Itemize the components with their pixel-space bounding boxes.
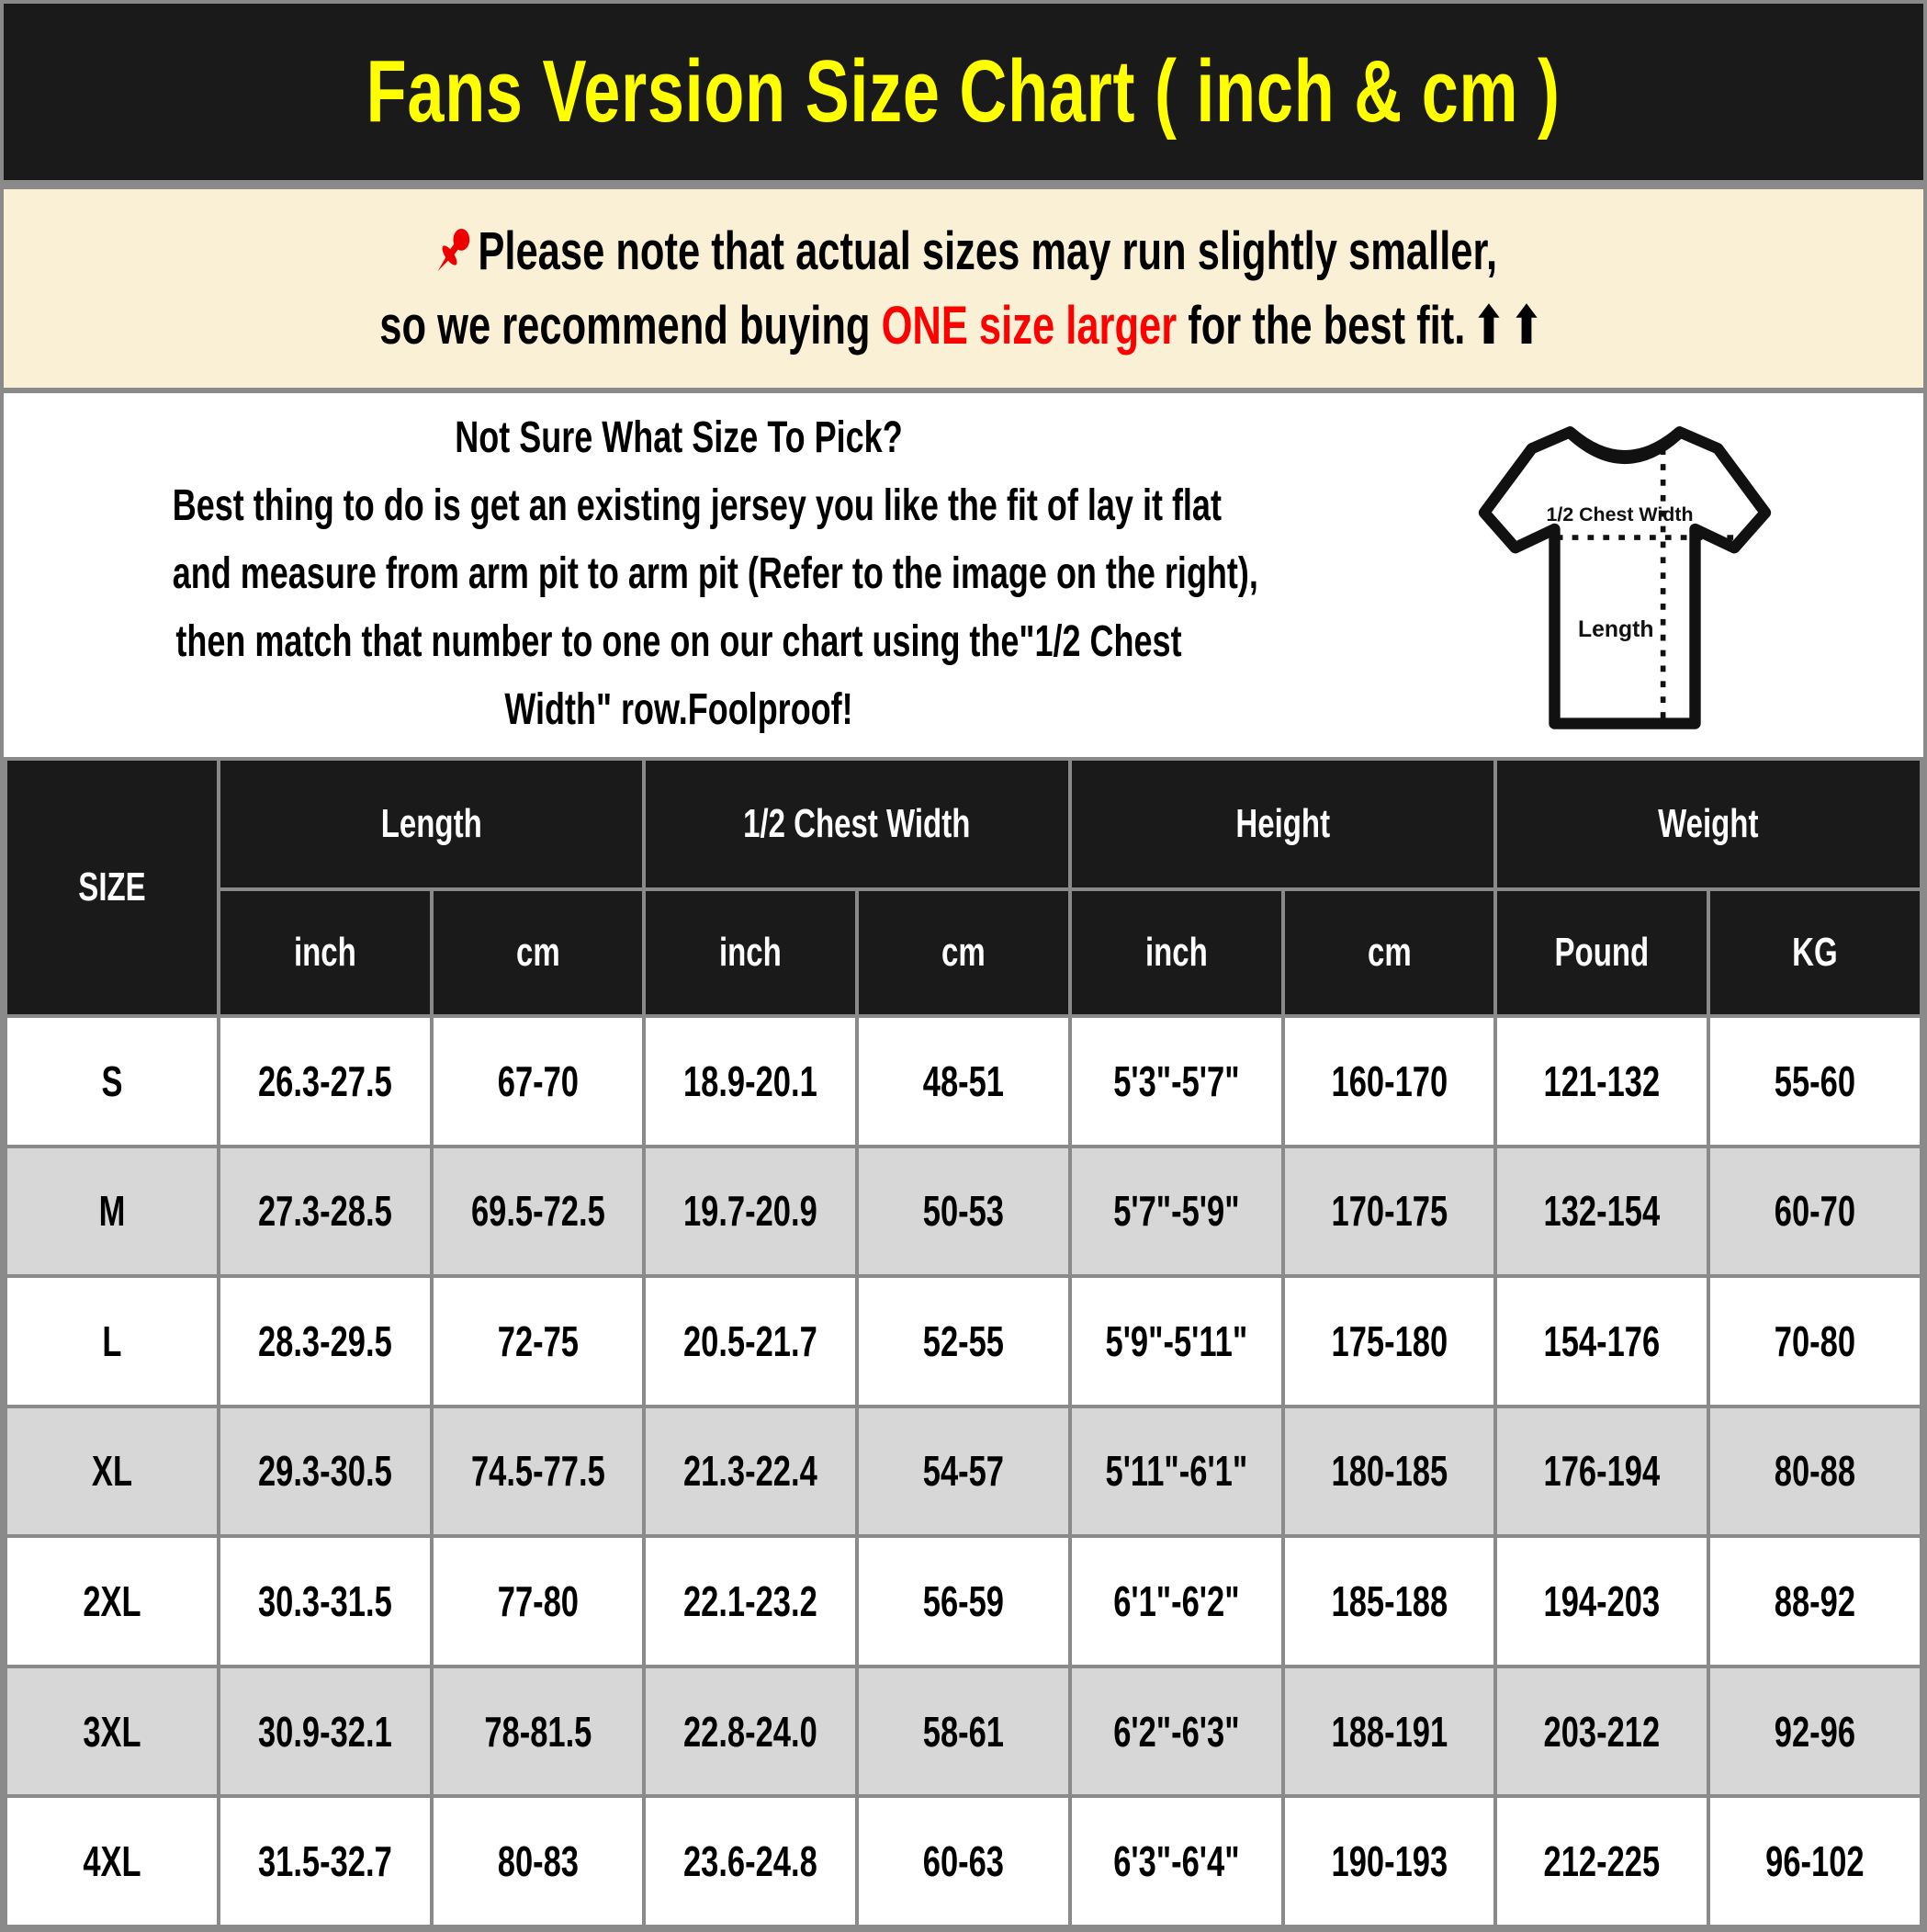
- page-title: Fans Version Size Chart ( inch & cm ): [366, 42, 1561, 141]
- group-header-chest-width: 1/2 Chest Width: [644, 759, 1070, 889]
- divider: [4, 180, 1923, 189]
- unit-header: inch: [1070, 889, 1283, 1016]
- value-cell: 175-180: [1283, 1276, 1496, 1407]
- group-header-length: Length: [219, 759, 645, 889]
- value-cell: 6'1"-6'2": [1070, 1536, 1283, 1666]
- guide-line: and measure from arm pit to arm pit (Refer to the image on the right),: [172, 549, 1258, 598]
- group-header-weight: Weight: [1495, 759, 1921, 889]
- table-row-m: [6, 1147, 1921, 1277]
- value-cell: 23.6-24.8: [644, 1796, 857, 1926]
- value-cell: 96-102: [1708, 1796, 1921, 1926]
- size-cell: S: [6, 1016, 219, 1147]
- value-cell: 203-212: [1495, 1666, 1708, 1797]
- guide-line: Best thing to do is get an existing jersey you like the fit of lay it flat: [172, 481, 1222, 530]
- unit-header: Pound: [1495, 889, 1708, 1016]
- value-cell: 22.8-24.0: [644, 1666, 857, 1797]
- value-cell: 21.3-22.4: [644, 1407, 857, 1537]
- value-cell: 60-70: [1708, 1147, 1921, 1277]
- value-cell: 30.3-31.5: [219, 1536, 432, 1666]
- value-cell: 72-75: [432, 1276, 645, 1407]
- size-cell: 4XL: [6, 1796, 219, 1926]
- value-cell: 6'3"-6'4": [1070, 1796, 1283, 1926]
- size-table: [4, 757, 1923, 1928]
- note-line-2: [243, 297, 1684, 356]
- size-guide-text: [172, 404, 1258, 744]
- value-cell: 29.3-30.5: [219, 1407, 432, 1537]
- value-cell: 31.5-32.7: [219, 1796, 432, 1926]
- value-cell: 19.7-20.9: [644, 1147, 857, 1277]
- one-size-larger-highlight: ONE size larger: [881, 296, 1178, 356]
- value-cell: 18.9-20.1: [644, 1016, 857, 1147]
- value-cell: 74.5-77.5: [432, 1407, 645, 1537]
- value-cell: 52-55: [857, 1276, 1070, 1407]
- size-cell: L: [6, 1276, 219, 1407]
- table-group-header-row: [6, 759, 1921, 889]
- value-cell: 185-188: [1283, 1536, 1496, 1666]
- size-guide-section: [4, 393, 1923, 757]
- unit-header: cm: [432, 889, 645, 1016]
- tshirt-measure-diagram: [1469, 413, 1781, 744]
- unit-header: inch: [219, 889, 432, 1016]
- value-cell: 30.9-32.1: [219, 1666, 432, 1797]
- value-cell: 50-53: [857, 1147, 1070, 1277]
- value-cell: 6'2"-6'3": [1070, 1666, 1283, 1797]
- unit-header: KG: [1708, 889, 1921, 1016]
- size-cell: 2XL: [6, 1536, 219, 1666]
- value-cell: 176-194: [1495, 1407, 1708, 1537]
- value-cell: 70-80: [1708, 1276, 1921, 1407]
- table-row-3xl: [6, 1666, 1921, 1797]
- value-cell: 180-185: [1283, 1407, 1496, 1537]
- tshirt-icon: [1469, 413, 1781, 744]
- value-cell: 28.3-29.5: [219, 1276, 432, 1407]
- size-cell: M: [6, 1147, 219, 1277]
- pushpin-icon: [430, 221, 476, 282]
- value-cell: 26.3-27.5: [219, 1016, 432, 1147]
- value-cell: 20.5-21.7: [644, 1276, 857, 1407]
- value-cell: 60-63: [857, 1796, 1070, 1926]
- value-cell: 27.3-28.5: [219, 1147, 432, 1277]
- length-label: Length: [1578, 617, 1654, 642]
- title-bar: [4, 4, 1923, 180]
- value-cell: 5'3"-5'7": [1070, 1016, 1283, 1147]
- chest-width-label: 1/2 Chest Width: [1546, 503, 1694, 525]
- value-cell: 212-225: [1495, 1796, 1708, 1926]
- note-text-2-prefix: so we recommend buying: [379, 296, 882, 356]
- table-unit-header-row: [6, 889, 1921, 1016]
- value-cell: 69.5-72.5: [432, 1147, 645, 1277]
- value-cell: 5'9"-5'11": [1070, 1276, 1283, 1407]
- value-cell: 88-92: [1708, 1536, 1921, 1666]
- unit-header: cm: [857, 889, 1070, 1016]
- value-cell: 170-175: [1283, 1147, 1496, 1277]
- value-cell: 77-80: [432, 1536, 645, 1666]
- note-text-1: Please note that actual sizes may run slightly smaller,: [478, 221, 1498, 282]
- value-cell: 80-83: [432, 1796, 645, 1926]
- value-cell: 78-81.5: [432, 1666, 645, 1797]
- guide-line: then match that number to one on our chart using the"1/2 Chest: [175, 617, 1182, 666]
- col-header-size: SIZE: [6, 759, 219, 1016]
- value-cell: 154-176: [1495, 1276, 1708, 1407]
- value-cell: 188-191: [1283, 1666, 1496, 1797]
- table-row-2xl: [6, 1536, 1921, 1666]
- group-header-height: Height: [1070, 759, 1496, 889]
- value-cell: 5'11"-6'1": [1070, 1407, 1283, 1537]
- guide-line: Width" row.Foolproof!: [504, 685, 853, 734]
- value-cell: 190-193: [1283, 1796, 1496, 1926]
- value-cell: 22.1-23.2: [644, 1536, 857, 1666]
- up-arrows-icon: ⬆⬆: [1471, 296, 1548, 356]
- value-cell: 160-170: [1283, 1016, 1496, 1147]
- table-row-s: [6, 1016, 1921, 1147]
- value-cell: 58-61: [857, 1666, 1070, 1797]
- size-cell: XL: [6, 1407, 219, 1537]
- value-cell: 80-88: [1708, 1407, 1921, 1537]
- value-cell: 54-57: [857, 1407, 1070, 1537]
- note-text-2-suffix: for the best fit.: [1177, 296, 1466, 356]
- size-cell: 3XL: [6, 1666, 219, 1797]
- guide-heading: Not Sure What Size To Pick?: [455, 413, 903, 462]
- value-cell: 56-59: [857, 1536, 1070, 1666]
- note-line-1: [243, 221, 1684, 282]
- value-cell: 194-203: [1495, 1536, 1708, 1666]
- value-cell: 92-96: [1708, 1666, 1921, 1797]
- value-cell: 55-60: [1708, 1016, 1921, 1147]
- value-cell: 132-154: [1495, 1147, 1708, 1277]
- value-cell: 48-51: [857, 1016, 1070, 1147]
- value-cell: 121-132: [1495, 1016, 1708, 1147]
- value-cell: 5'7"-5'9": [1070, 1147, 1283, 1277]
- value-cell: 67-70: [432, 1016, 645, 1147]
- table-row-l: [6, 1276, 1921, 1407]
- table-row-xl: [6, 1407, 1921, 1537]
- unit-header: cm: [1283, 889, 1496, 1016]
- table-row-4xl: [6, 1796, 1921, 1926]
- unit-header: inch: [644, 889, 857, 1016]
- note-banner: [4, 189, 1923, 388]
